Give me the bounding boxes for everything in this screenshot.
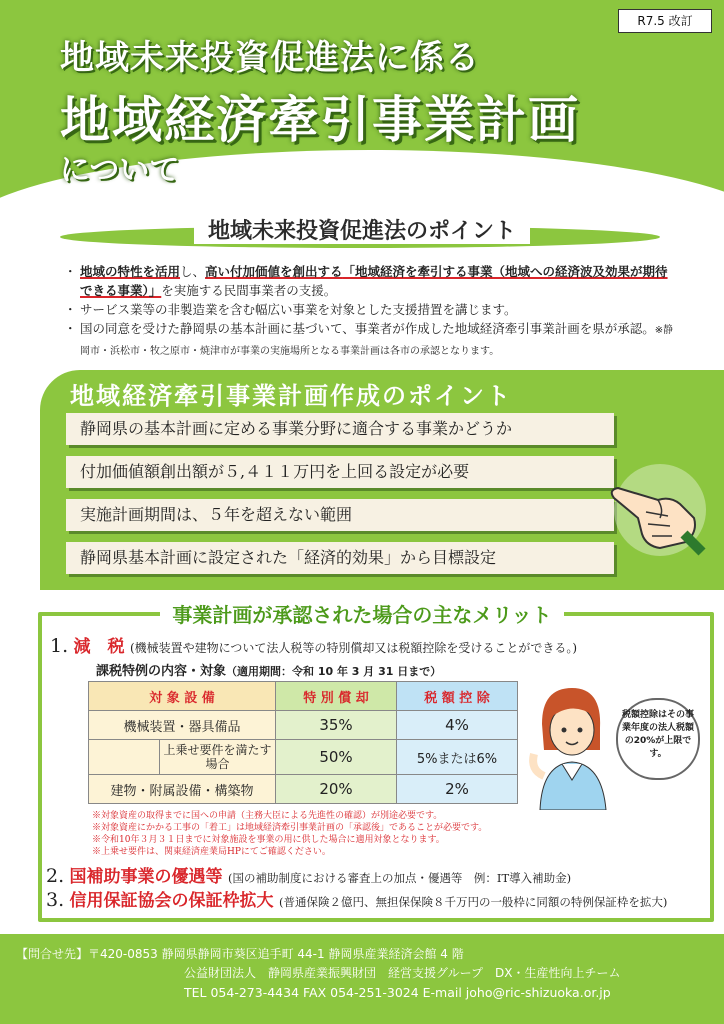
point-4: 静岡県基本計画に設定された「経済的効果」から目標設定	[66, 542, 614, 574]
row1-label: 機械装置・器具備品	[89, 711, 276, 740]
row2-depreciation: 50%	[276, 740, 397, 775]
title-line2: 地域経済牽引事業計画	[60, 91, 580, 149]
pointing-hand-icon	[598, 448, 708, 558]
row3-depreciation: 20%	[276, 775, 397, 804]
point-3: 実施計画期間は、５年を超えない範囲	[66, 499, 614, 531]
tax-credit-bubble: 税額控除はその事業年度の法人税額の20%が上限です。	[616, 698, 700, 780]
th-depreciation: 特 別 償 却	[276, 682, 397, 711]
contact-organization: 公益財団法人 静岡県産業振興財団 経営支援グループ DX・生産性向上チーム	[184, 966, 621, 980]
row3-credit: 2%	[397, 775, 518, 804]
th-target: 対 象 設 備	[89, 682, 276, 711]
row2-spacer	[89, 740, 160, 775]
staff-woman-illustration	[520, 680, 620, 810]
tax-subhead: 課税特例の内容・対象（適用期間：令和 10 年 3 月 31 日まで）	[96, 664, 442, 679]
section1-heading: 地域未来投資促進法のポイント	[0, 214, 724, 245]
section1-bullets	[66, 262, 676, 361]
row1-depreciation: 35%	[276, 711, 397, 740]
title-line1: 地域未来投資促進法に係る	[60, 38, 480, 78]
section2-title: 地域経済牽引事業計画作成のポイント	[70, 382, 512, 410]
merit-1: 1. 減 税 (機械装置や建物について法人税等の特別償却又は税額控除を受けることができる。)	[50, 635, 578, 657]
title-line3: について	[60, 153, 180, 188]
bullet-1: ・ 地域の特性を活用し、高い付加価値を創出する「地域経済を牽引する事業（地域への経済波及効果が期待できる事業）」を実施する民間事業者の支援。	[66, 262, 676, 300]
merit-2: 2. 国補助事業の優遇等 (国の補助制度における審査上の加点・優遇等 例：IT導入補助金)	[46, 865, 572, 887]
contact-address: 【問合せ先】〒420-0853 静岡県静岡市葵区追手町 44-1 静岡県産業経済会館 4 階	[16, 947, 464, 961]
merit-3: 3. 信用保証協会の保証枠拡大 (普通保険２億円、無担保保険８千万円の一般枠に同額の特例保証枠を拡大)	[46, 889, 668, 911]
section3-heading: 事業計画が承認された場合の主なメリット	[0, 599, 724, 628]
row2-label: 上乗せ要件を満たす場合	[160, 740, 276, 775]
note-1: ※対象資産の取得までに国への申請（主務大臣による先進性の確認）が別途必要です。	[92, 811, 443, 821]
tax-table	[88, 681, 518, 804]
note-2: ※対象資産にかかる工事の「着工」は地域経済牽引事業計画の「承認後」であることが必要です。	[92, 823, 488, 833]
point-2: 付加価値額創出額が５,４１１万円を上回る設定が必要	[66, 456, 614, 488]
bullet-2: ・ サービス業等の非製造業を含む幅広い事業を対象とした支援措置を講じます。	[66, 300, 676, 319]
note-3: ※令和10年３月３１日までに対象施設を事業の用に供した場合に適用対象となります。	[92, 835, 445, 845]
revision-label: R7.5 改訂	[618, 9, 712, 33]
bullet-3: ・ 国の同意を受けた静岡県の基本計画に基づいて、事業者が作成した地域経済牽引事業計画を県が承認。※静岡市・浜松市・牧之原市・焼津市が事業の実施場所となる事業計画は各市の承認となります。	[66, 319, 676, 361]
note-4: ※上乗せ要件は、関東経済産業局HPにてご確認ください。	[92, 847, 331, 857]
contact-phone-email: TEL 054-273-4434 FAX 054-251-3024 E-mail joho@ric-shizuoka.or.jp	[184, 985, 611, 1000]
row1-credit: 4%	[397, 711, 518, 740]
row2-credit: 5%または6%	[397, 740, 518, 775]
th-credit: 税 額 控 除	[397, 682, 518, 711]
point-1: 静岡県の基本計画に定める事業分野に適合する事業かどうか	[66, 413, 614, 445]
tax-notes	[92, 810, 652, 858]
row3-label: 建物・附属設備・構築物	[89, 775, 276, 804]
